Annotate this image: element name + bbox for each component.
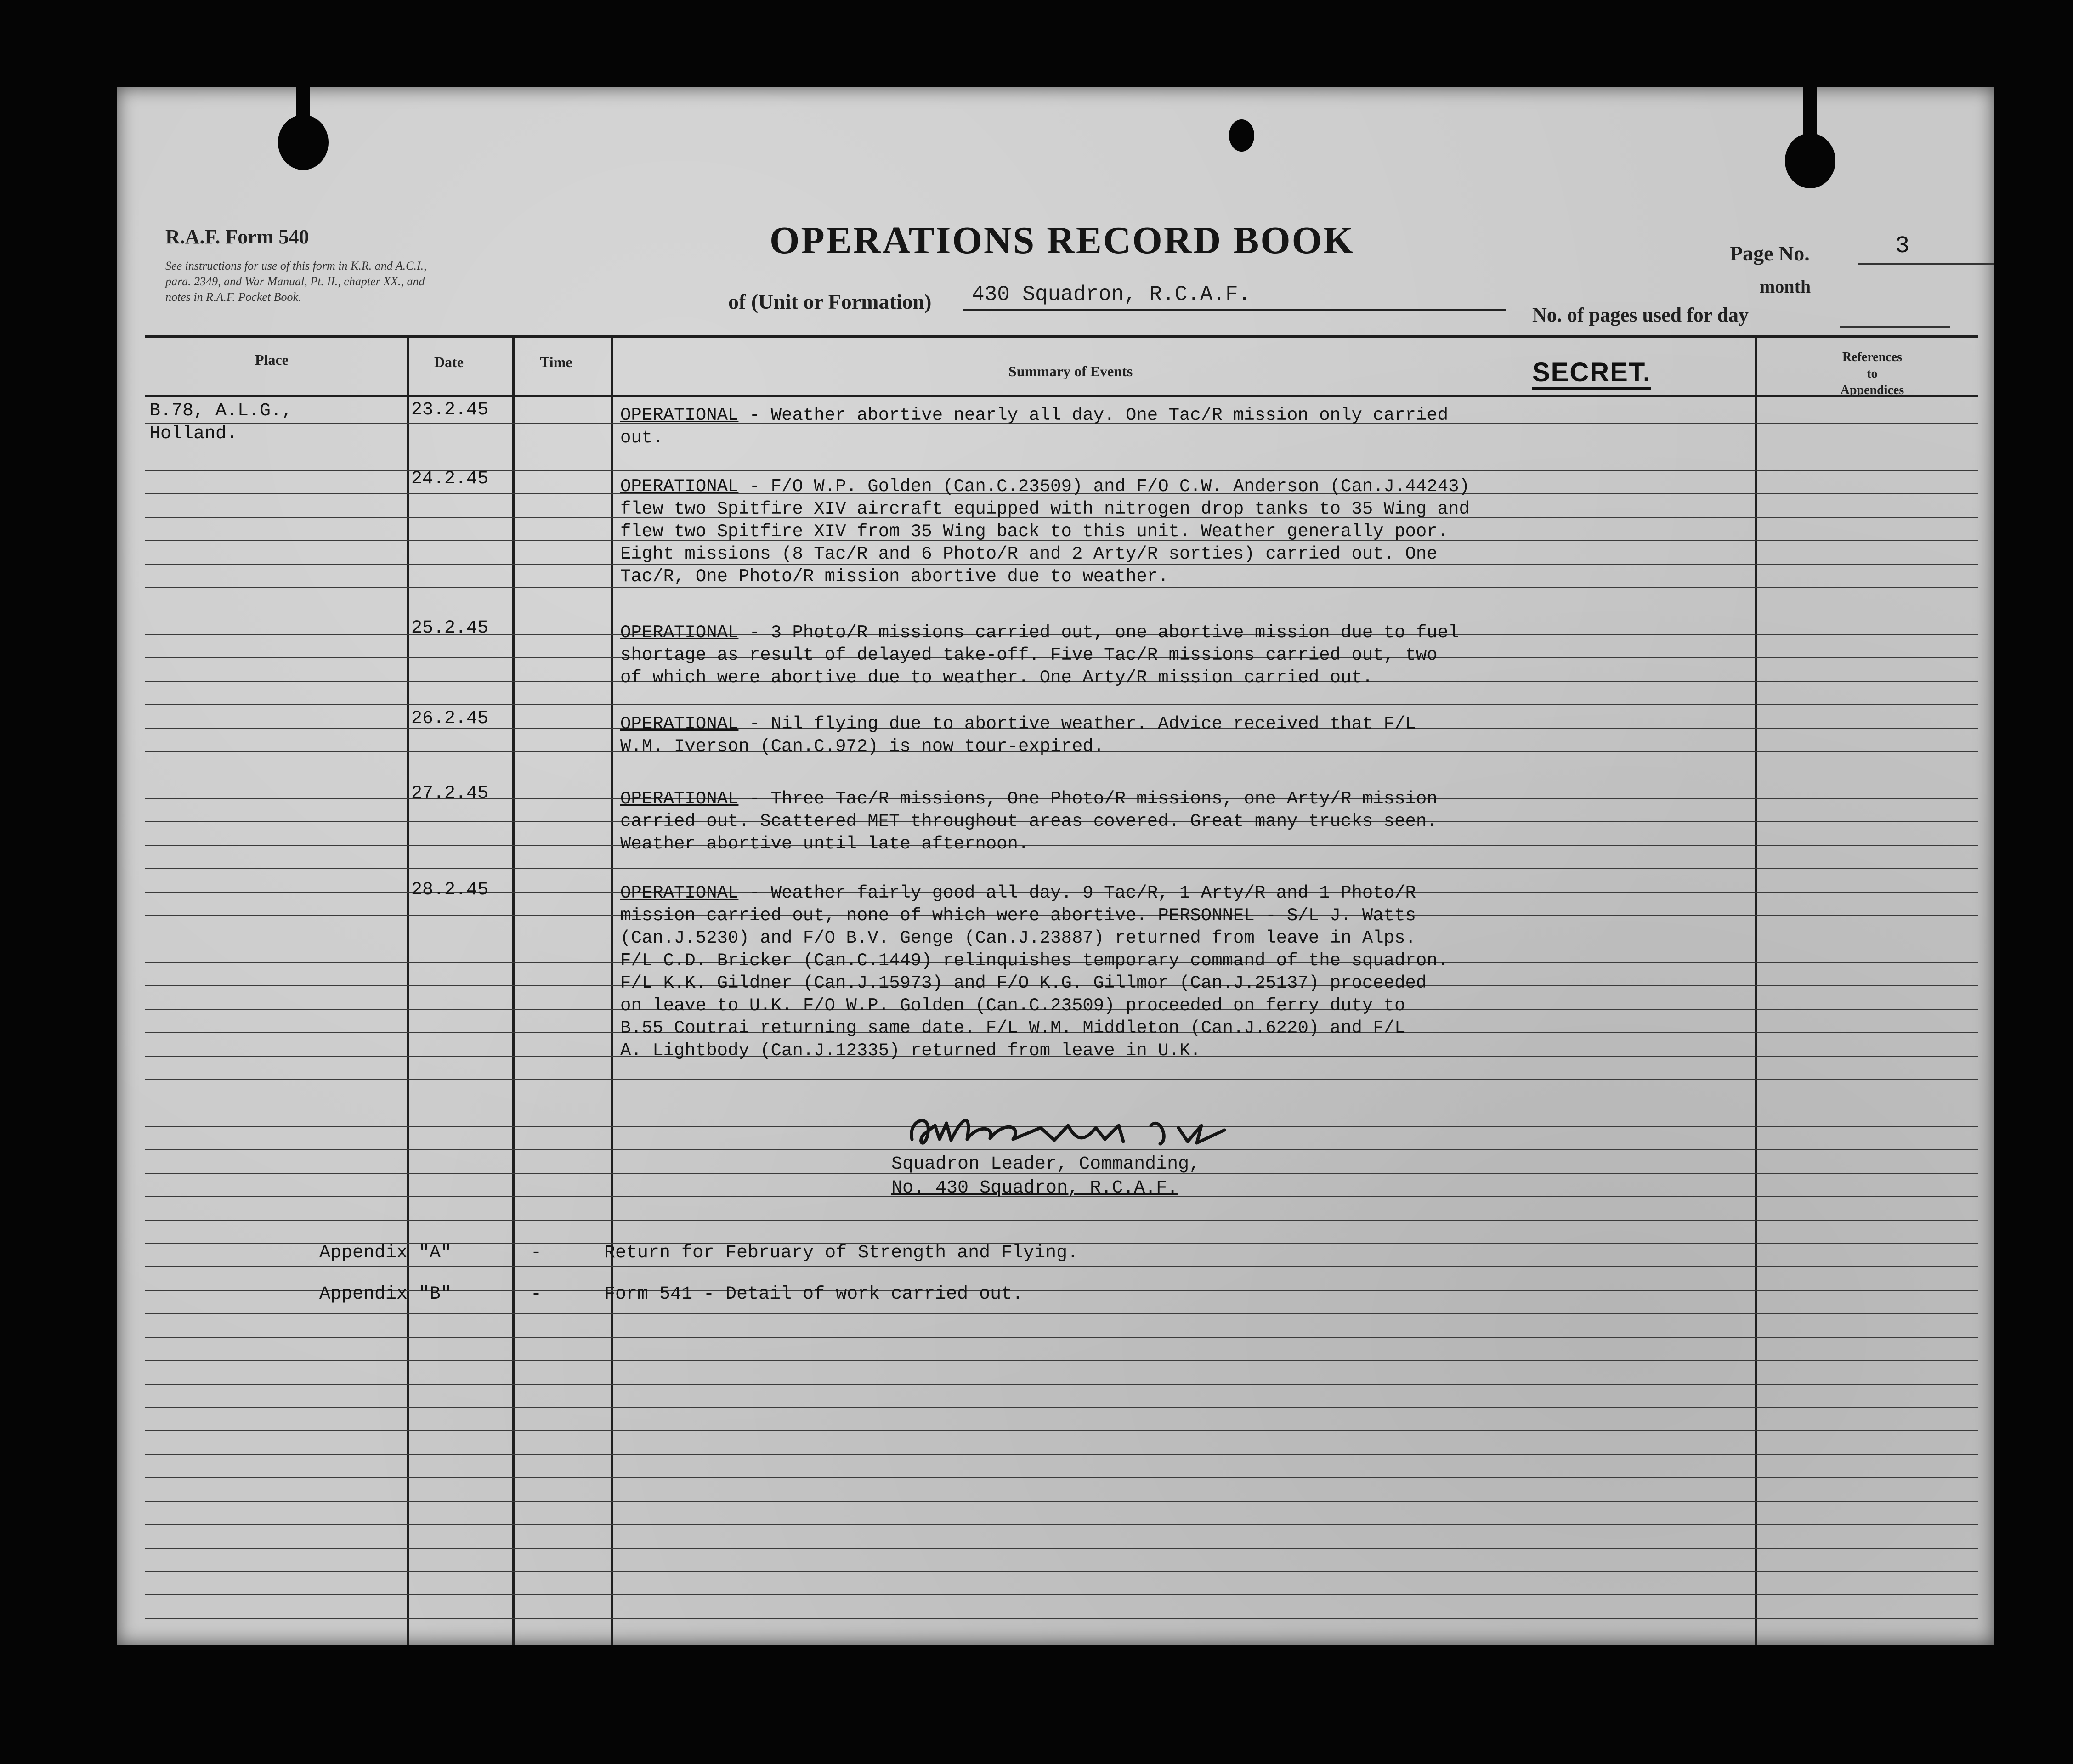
month-label: month	[1760, 276, 1811, 297]
ruled-line	[145, 1501, 1978, 1502]
classification-stamp: SECRET.	[1532, 358, 1651, 390]
appendix-description: Form 541 - Detail of work carried out.	[604, 1284, 1024, 1305]
entry-date: 28.2.45	[411, 880, 489, 900]
punch-hole-left	[278, 115, 329, 170]
entry-heading: OPERATIONAL	[620, 622, 739, 643]
entry-text: - Weather abortive nearly all day. One Tac/R mission only carried out.	[620, 405, 1449, 448]
column-divider-date	[407, 335, 409, 1645]
signatory-unit: No. 430 Squadron, R.C.A.F.	[891, 1178, 1178, 1199]
ruled-line	[145, 1384, 1978, 1385]
table-header-rule	[145, 395, 1978, 397]
ruled-line	[145, 1454, 1978, 1455]
entry-text: - Nil flying due to abortive weather. Advice received that F/L W.M. Iverson (Can.C.972) is now tour-expired.	[620, 714, 1416, 757]
ruled-line	[145, 1337, 1978, 1338]
column-header-place: Place	[255, 351, 289, 368]
column-header-summary: Summary of Events	[1008, 363, 1133, 379]
ruled-line	[145, 1407, 1978, 1408]
ruled-line	[145, 1360, 1978, 1361]
unit-value: 430 Squadron, R.C.A.F.	[963, 283, 1506, 311]
entry-heading: OPERATIONAL	[620, 405, 739, 425]
entry-summary	[620, 713, 1741, 758]
ruled-line	[145, 868, 1978, 869]
column-header-time: Time	[540, 354, 572, 370]
form-instructions: See instructions for use of this form in K.R. and A.C.I., para. 2349, and War Manual, Pt. II., chapter XX., and notes in R.A.F. Pocket Book.	[165, 259, 427, 304]
entry-summary	[620, 475, 1741, 588]
ruled-line	[145, 1102, 1978, 1103]
ruled-line	[145, 1548, 1978, 1549]
entry-heading: OPERATIONAL	[620, 714, 739, 734]
entry-summary	[620, 788, 1741, 855]
appendix-label: Appendix "A"	[319, 1243, 452, 1263]
entry-heading: OPERATIONAL	[620, 883, 739, 903]
ruled-line	[145, 1594, 1978, 1595]
entry-text: - 3 Photo/R missions carried out, one abortive mission due to fuel shortage as result of delayed take-off. Five Tac/R missions carried out, two of which were abortive due to weather. One Arty/R mission carried out.	[620, 622, 1459, 688]
pages-used-line	[1840, 305, 1950, 328]
signatory-title: Squadron Leader, Commanding,	[891, 1154, 1201, 1175]
pages-used-label: No. of pages used for day	[1532, 304, 1749, 326]
entry-heading: OPERATIONAL	[620, 476, 739, 497]
entry-text: - F/O W.P. Golden (Can.C.23509) and F/O C.W. Anderson (Can.J.44243) flew two Spitfire XIV aircraft equipped with nitrogen drop tanks to 35 Wing and flew two Spitfire XIV from 35 Wing back to this unit. Weather generally poor. Eight missions (8 Tac/R and 6 Photo/R and 2 Arty/R sorties) carried out. One Tac/R, One Photo/R mission abortive due to weather.	[620, 476, 1470, 587]
appendix-dash: -	[531, 1243, 542, 1263]
ruled-line	[145, 1571, 1978, 1572]
page-number-label: Page No.	[1730, 242, 1810, 265]
record-sheet	[117, 87, 1994, 1645]
appendix-label: Appendix "B"	[319, 1284, 452, 1305]
form-number: R.A.F. Form 540	[165, 226, 309, 248]
column-divider-time	[512, 335, 515, 1645]
entry-text: - Weather fairly good all day. 9 Tac/R, 1 Arty/R and 1 Photo/R mission carried out, none of which were abortive. PERSONNEL - S/L J. Watts (Can.J.5230) and F/O B.V. Genge (Can.J.23887) returned from leave in Alps. F/L C.D. Bricker (Can.C.1449) relinquishes temporary command of the squadron. F/L K.K. Gildner (Can.J.15973) and F/O K.G. Gillmor (Can.J.25137) proceeded on leave to U.K. F/O W.P. Golden (Can.C.23509) proceeded on ferry duty to B.55 Coutrai returning same date. F/L W.M. Middleton (Can.J.6220) and F/L A. Lightbody (Can.J.12335) returned from leave in U.K.	[620, 883, 1449, 1061]
ruled-line	[145, 1079, 1978, 1080]
ruled-line	[145, 1220, 1978, 1221]
page-number-line	[1858, 239, 1994, 265]
ruled-line	[145, 1430, 1978, 1431]
page-title: OPERATIONS RECORD BOOK	[770, 219, 1355, 262]
entry-date: 27.2.45	[411, 783, 489, 804]
ruled-line	[145, 1477, 1978, 1478]
entry-text: - Three Tac/R missions, One Photo/R missions, one Arty/R mission carried out. Scattered MET throughout areas covered. Great many trucks seen. Weather abortive until late afternoon.	[620, 789, 1438, 854]
table-top-rule	[145, 335, 1978, 338]
entry-date: 25.2.45	[411, 618, 489, 639]
ruled-line	[145, 1524, 1978, 1525]
entry-summary	[620, 882, 1741, 1062]
entry-date: 26.2.45	[411, 708, 489, 729]
appendix-description: Return for February of Strength and Flying.	[604, 1243, 1079, 1263]
column-divider-references	[1755, 335, 1757, 1645]
unit-label: of (Unit or Formation)	[728, 290, 932, 313]
punch-hole-center	[1229, 119, 1254, 152]
ruled-line	[145, 1266, 1978, 1267]
column-header-references: References to Appendices	[1840, 350, 1904, 397]
ruled-line	[145, 1618, 1978, 1619]
column-header-date: Date	[434, 354, 464, 370]
handwritten-signature	[903, 1107, 1280, 1158]
place-entry: B.78, A.L.G., Holland.	[149, 401, 293, 444]
page-number: 3	[1895, 232, 1910, 260]
entry-date: 23.2.45	[411, 400, 489, 420]
entry-summary	[620, 622, 1741, 689]
entry-summary	[620, 404, 1741, 449]
entry-heading: OPERATIONAL	[620, 789, 739, 809]
ruled-line	[145, 1313, 1978, 1314]
punch-hole-right	[1785, 133, 1835, 188]
column-divider-summary	[611, 335, 613, 1645]
ruled-line	[145, 704, 1978, 705]
entry-date: 24.2.45	[411, 469, 489, 489]
appendix-dash: -	[531, 1284, 542, 1305]
